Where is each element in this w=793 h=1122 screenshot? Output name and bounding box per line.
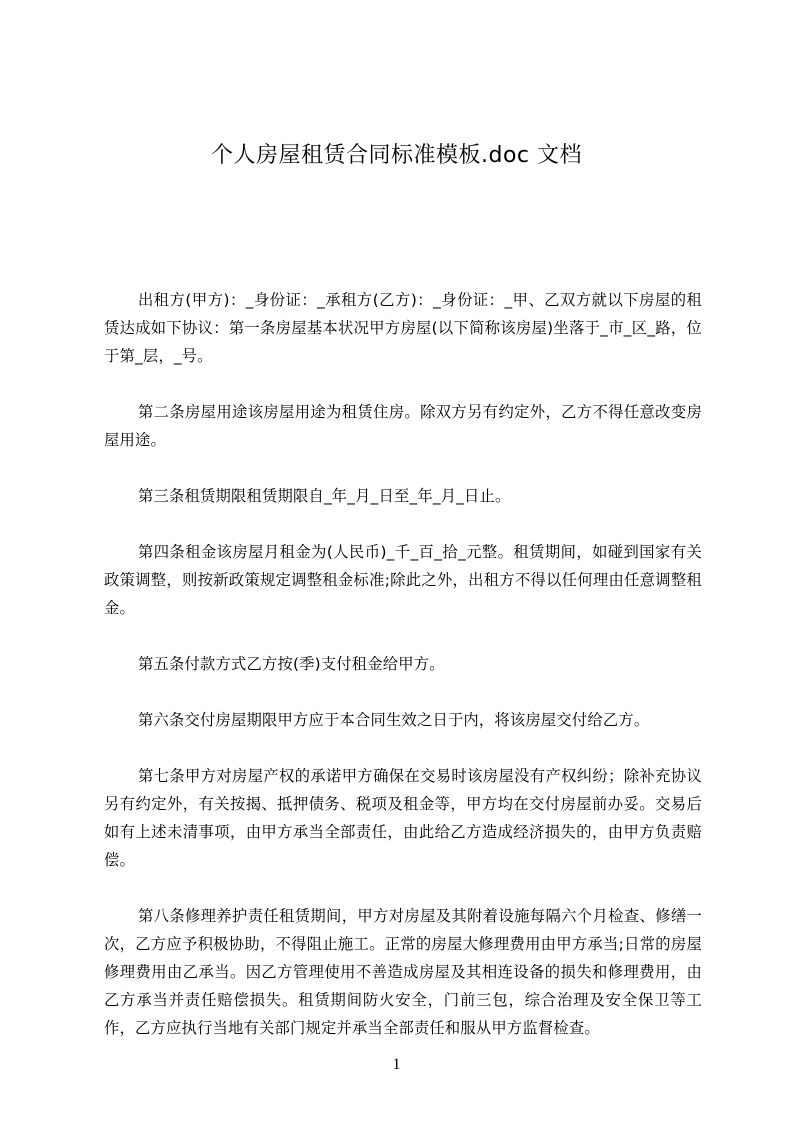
- paragraph-article-4-rent: 第四条租金该房屋月租金为(人民币)_千_百_拾_元整。租赁期间，如碰到国家有关政策调整，则按新政策规定调整租金标准;除此之外，出租方不得以任何理由任意调整租金。: [104, 543, 702, 617]
- paragraph-article-3-term: 第三条租赁期限租赁期限自_年_月_日至_年_月_日止。: [138, 487, 511, 505]
- paragraph-article-8-maintenance: 第八条修理养护责任租赁期间，甲方对房屋及其附着设施每隔六个月检查、修缮一次，乙方应予积极协助，不得阻止施工。正常的房屋大修理费用由甲方承当;日常的房屋修理费用由乙承当。因乙方管理使用不善造成房屋及其相连设备的损失和修理费用，由乙方承当并责任赔偿损失。租赁期间防火安全，门前三包，综合治理及安全保卫等工作，乙方应执行当地有关部门规定并承当全部责任和服从甲方监督检查。: [104, 907, 702, 1037]
- document-title: 个人房屋租赁合同标准模板.doc 文档: [210, 143, 582, 168]
- paragraph-parties: 出租方(甲方)：_身份证：_承租方(乙方)：_身份证：_甲、乙双方就以下房屋的租赁达成如下协议：第一条房屋基本状况甲方房屋(以下简称该房屋)坐落于_市_区_路，位于第_层，_号。: [104, 291, 702, 365]
- paragraph-article-5-payment: 第五条付款方式乙方按(季)支付租金给甲方。: [138, 655, 445, 673]
- paragraph-article-6-delivery: 第六条交付房屋期限甲方应于本合同生效之日于内，将该房屋交付给乙方。: [138, 711, 650, 729]
- page-number: 1: [392, 1056, 401, 1073]
- document-body: [104, 286, 702, 1042]
- paragraph-article-2-usage: 第二条房屋用途该房屋用途为租赁住房。除双方另有约定外，乙方不得任意改变房屋用途。: [104, 403, 702, 449]
- paragraph-article-7-title-warranty: 第七条甲方对房屋产权的承诺甲方确保在交易时该房屋没有产权纠纷；除补充协议另有约定外，有关按揭、抵押债务、税项及租金等，甲方均在交付房屋前办妥。交易后如有上述未清事项，由甲方承当全部责任，由此给乙方造成经济损失的，由甲方负责赔偿。: [104, 767, 702, 869]
